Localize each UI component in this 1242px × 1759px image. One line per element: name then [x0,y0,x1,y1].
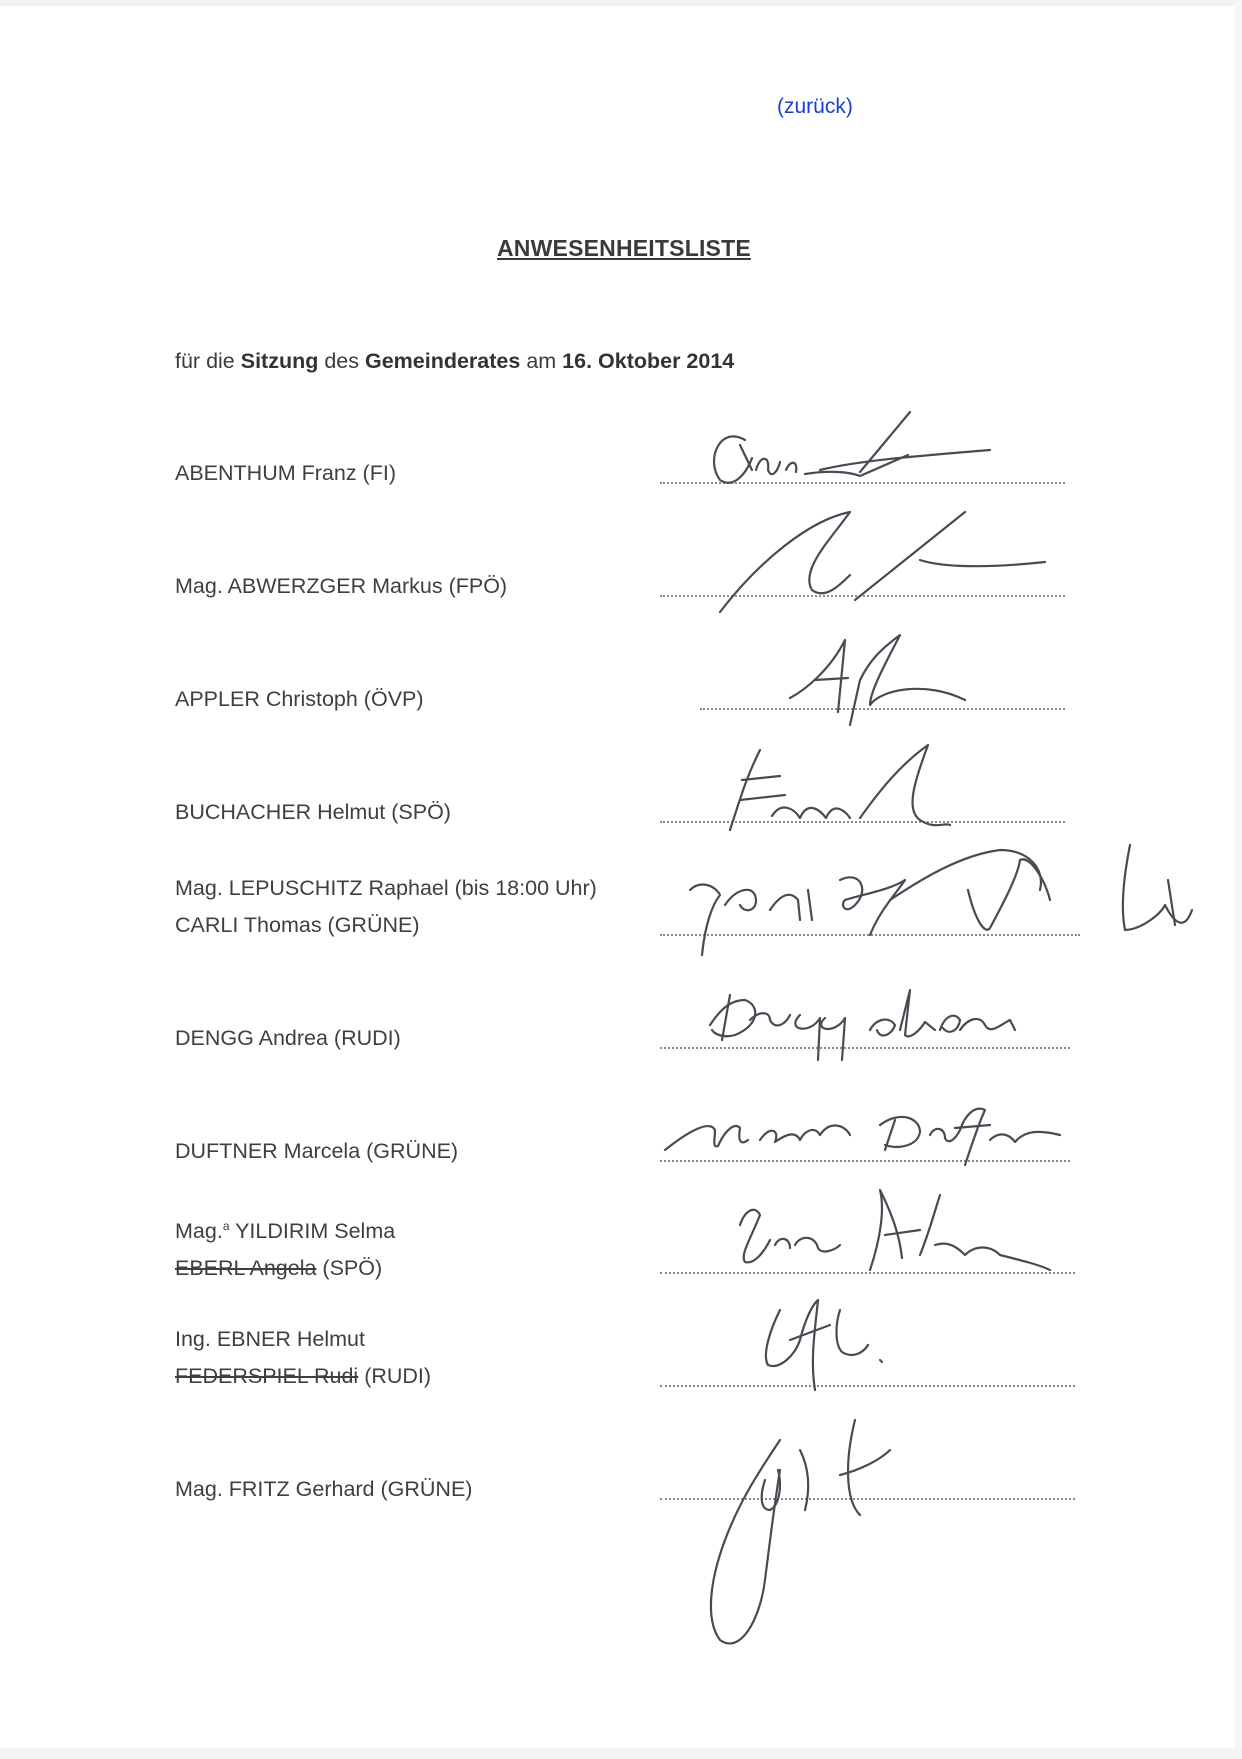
subtitle-text: für die [175,349,241,373]
page-edge-top [0,0,1242,6]
subtitle-text: am [520,349,563,373]
attendee-row [175,1208,395,1287]
meeting-date: 16. Oktober 2014 [562,349,735,373]
signature-yildirim [740,1190,1050,1270]
subtitle-emphasis: Sitzung [240,349,319,373]
signature-dengg [710,990,1015,1060]
signature-fritz [711,1420,890,1644]
meeting-subtitle [175,349,734,374]
title-prefix: Mag. [175,1219,223,1243]
page-edge-bottom [0,1748,1242,1759]
attendee-row [175,1471,472,1508]
attendee-name [175,1250,395,1287]
attendee-name: Mag. ABWERZGER Markus (FPÖ) [175,574,508,598]
signature-line [660,1385,1075,1387]
signature-abenthum [714,412,990,483]
signature-line [660,1498,1075,1500]
signature-abwerzger [720,512,1045,612]
signature-line [660,934,1080,936]
signature-line [660,482,1065,484]
attendee-name: CARLI Thomas (GRÜNE) [175,913,420,937]
signature-buchacher [730,745,950,830]
document-title: ANWESENHEITSLISTE [497,235,751,261]
signature-duftner [665,1109,1060,1165]
attendee-name [175,1208,395,1250]
struck-name: FEDERSPIEL Rudi [175,1364,359,1388]
signature-line [700,708,1065,710]
attendee-row [175,794,451,831]
attendee-surname: YILDIRIM Selma [229,1219,396,1243]
struck-name: EBERL Angela [175,1256,317,1280]
attendee-name: BUCHACHER Helmut (SPÖ) [175,800,451,824]
attendee-row [175,1321,431,1395]
back-link[interactable]: (zurück) [777,95,853,118]
attendee-name: Mag. LEPUSCHITZ Raphael (bis 18:00 Uhr) [175,876,597,900]
attendee-name: Mag. FRITZ Gerhard (GRÜNE) [175,1477,473,1501]
attendee-name: DUFTNER Marcela (GRÜNE) [175,1139,459,1163]
subtitle-text: des [318,349,365,373]
subtitle-emphasis: Gemeinderates [364,349,521,373]
attendee-name: APPLER Christoph (ÖVP) [175,687,424,711]
attendee-row [175,1133,458,1170]
party-label: (RUDI) [358,1364,432,1388]
attendee-name: Ing. EBNER Helmut [175,1327,365,1351]
signature-appler [790,635,965,725]
attendee-row [175,870,597,944]
attendee-name [175,1358,431,1395]
attendee-row [175,568,507,605]
signature-ebner [766,1300,882,1390]
page-edge-right [1234,0,1242,1759]
signature-line [660,821,1065,823]
signature-line [660,1160,1070,1162]
party-label: (SPÖ) [316,1256,383,1280]
signature-lepuschitz-carli [690,845,1192,955]
signature-line [660,1047,1070,1049]
attendee-row [175,1020,401,1057]
attendee-row [175,681,424,718]
signature-line [660,595,1065,597]
attendee-name: ABENTHUM Franz (FI) [175,461,396,485]
attendee-name: DENGG Andrea (RUDI) [175,1026,401,1050]
signature-line [660,1272,1075,1274]
title-ordinal: a [222,1219,230,1233]
attendee-row [175,455,396,492]
